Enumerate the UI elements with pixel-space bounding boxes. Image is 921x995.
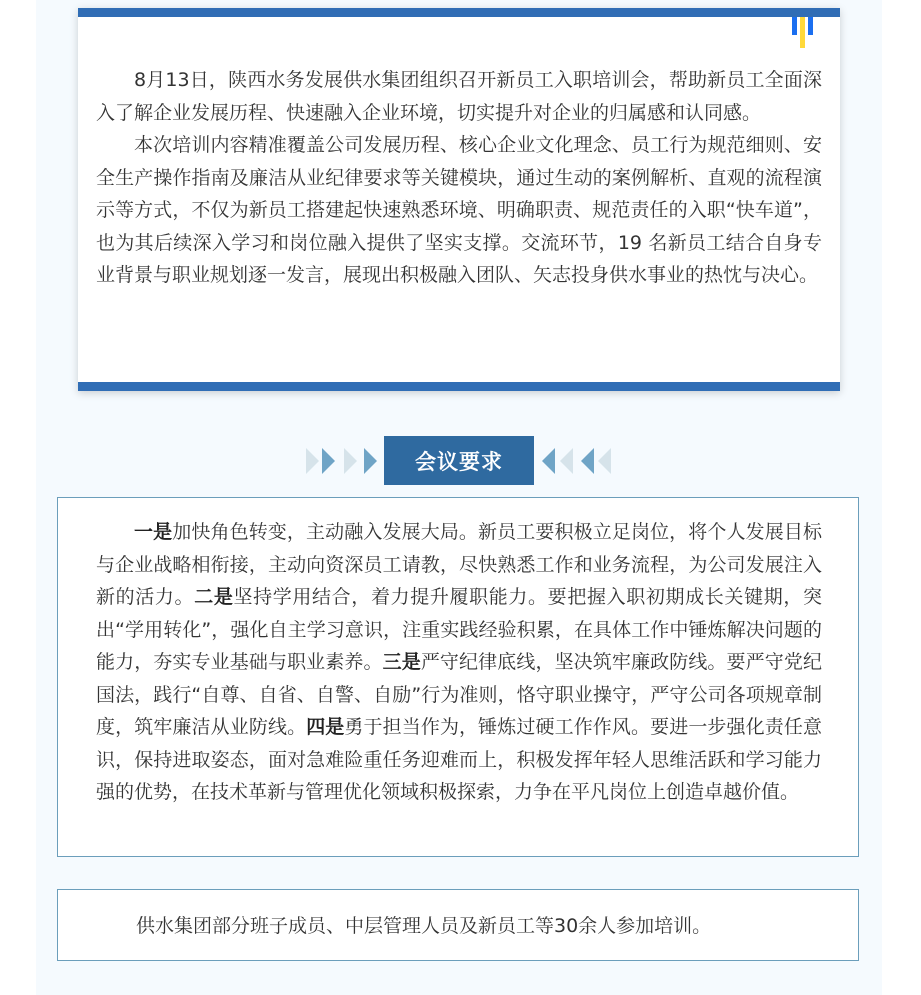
arrow-right-icon [306, 448, 319, 474]
card-bottom-bar [78, 382, 840, 391]
requirements-paragraph [96, 516, 822, 809]
requirement-lead: 四是 [306, 716, 345, 738]
attendance-text: 供水集团部分班子成员、中层管理人员及新员工等30余人参加培训。 [136, 915, 712, 937]
section-title: 会议要求 [384, 436, 534, 485]
intro-card [78, 8, 840, 391]
arrow-right-icon [322, 448, 335, 474]
requirement-text: 严守纪律底线，坚决筑牢廉政防线。要严守党纪国法，践行“自尊、自省、自警、自励”行为准则，恪守职业操守，严守公司各项规章制度，筑牢廉洁从业防线。 [96, 651, 822, 738]
requirement-lead: 一是 [134, 521, 173, 543]
requirements-box [57, 497, 859, 857]
arrow-left-icon [542, 448, 555, 474]
arrow-right-icon [364, 448, 377, 474]
arrow-right-icon [344, 448, 357, 474]
requirement-lead: 三是 [382, 651, 421, 673]
arrow-left-icon [581, 448, 594, 474]
section-header [300, 436, 620, 485]
intro-text [96, 64, 822, 292]
decorative-stripes-icon [792, 17, 822, 57]
attendance-box [57, 889, 859, 961]
card-top-bar [78, 8, 840, 17]
arrow-left-icon [598, 448, 611, 474]
requirements-text [96, 516, 822, 809]
requirement-lead: 二是 [194, 586, 234, 608]
requirement-text: 坚持学用结合，着力提升履职能力。要把握入职初期成长关键期，突出“学用转化”，强化自主学习意识，注重实践经验积累，在具体工作中锤炼解决问题的能力，夯实专业基础与职业素养。 [96, 586, 822, 673]
requirement-text: 勇于担当作为，锤炼过硬工作作风。要进一步强化责任意识，保持进取姿态，面对急难险重任务迎难而上，积极发挥年轻人思维活跃和学习能力强的优势，在技术革新与管理优化领域积极探索，力争在平凡岗位上创造卓越价值。 [96, 716, 822, 803]
intro-paragraph: 本次培训内容精准覆盖公司发展历程、核心企业文化理念、员工行为规范细则、安全生产操作指南及廉洁从业纪律要求等关键模块，通过生动的案例解析、直观的流程演示等方式，不仅为新员工搭建起快速熟悉环境、明确职责、规范责任的入职“快车道”，也为其后续深入学习和岗位融入提供了坚实支撑。交流环节，19 名新员工结合自身专业背景与职业规划逐一发言，展现出积极融入团队、矢志投身供水事业的热忱与决心。 [96, 134, 822, 286]
arrow-left-icon [560, 448, 573, 474]
requirement-text: 加快角色转变，主动融入发展大局。新员工要积极立足岗位，将个人发展目标与企业战略相衔接，主动向资深员工请教，尽快熟悉工作和业务流程，为公司发展注入新的活力。 [96, 521, 822, 608]
intro-paragraph: 8月13日，陕西水务发展供水集团组织召开新员工入职培训会，帮助新员工全面深入了解企业发展历程、快速融入企业环境，切实提升对企业的归属感和认同感。 [96, 69, 822, 124]
